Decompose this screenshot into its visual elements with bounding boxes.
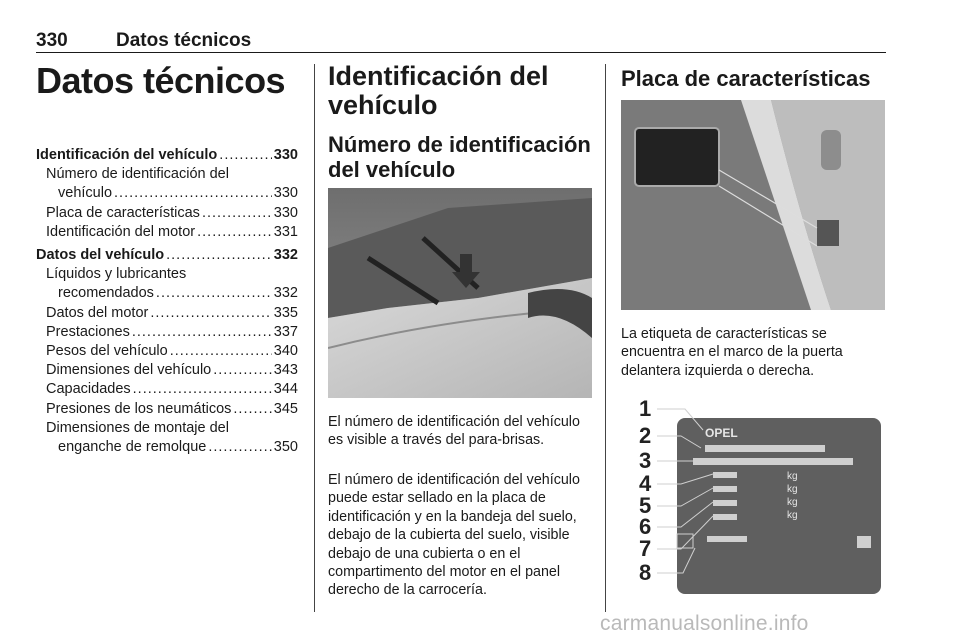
callout-2: 2 bbox=[639, 423, 652, 448]
toc-entry-weights[interactable]: Pesos del vehículo ..... 340 bbox=[36, 342, 298, 361]
toc-entry-fluids-line1[interactable]: Líquidos y lubricantes bbox=[46, 266, 187, 283]
toc-entry-vehicle-data[interactable]: Datos del vehículo ..... 332 bbox=[36, 246, 298, 265]
running-header bbox=[36, 30, 886, 52]
plate-diagram-svg bbox=[621, 388, 885, 600]
plate-brand-text: OPEL bbox=[705, 426, 738, 440]
column-divider-2 bbox=[605, 64, 606, 612]
unit-kg-1: kg bbox=[787, 471, 798, 482]
plate-zoom-inset bbox=[635, 128, 719, 186]
door-frame-plate-photo bbox=[621, 100, 885, 310]
toc-entry-towbar[interactable]: enganche de remolque ..... 350 bbox=[36, 438, 298, 457]
unit-kg-3: kg bbox=[787, 497, 798, 508]
header-rule bbox=[36, 52, 886, 53]
watermark: carmanualsonline.info bbox=[600, 612, 809, 635]
door-frame-illustration bbox=[621, 100, 885, 310]
callout-8: 8 bbox=[639, 560, 652, 585]
paragraph-plate-location: La etiqueta de características se encuentra en el marco de la puerta delantera izquierda o derecha. bbox=[621, 326, 843, 379]
paragraph-vin-visibility: El número de identificación del vehículo es visible a través del para-brisas. bbox=[328, 414, 580, 449]
toc-entry-vin[interactable]: vehículo ..... 330 bbox=[36, 184, 298, 203]
unit-kg-4: kg bbox=[787, 510, 798, 521]
callout-6: 6 bbox=[639, 514, 652, 539]
callout-4: 4 bbox=[639, 471, 652, 496]
toc-entry-tyre-pressures[interactable]: Presiones de los neumáticos ..... 345 bbox=[36, 400, 298, 419]
toc-entry-plate[interactable]: Placa de características ..... 330 bbox=[36, 204, 298, 223]
toc-entry-vin-line1[interactable]: Número de identificación del bbox=[46, 166, 229, 183]
unit-kg-2: kg bbox=[787, 484, 798, 495]
toc-entry-performance[interactable]: Prestaciones ..... 337 bbox=[36, 323, 298, 342]
toc-entry-engine-data[interactable]: Datos del motor ..... 335 bbox=[36, 304, 298, 323]
callout-7: 7 bbox=[639, 536, 652, 561]
subsection-heading-vin: Número de identificación del vehículo bbox=[328, 132, 591, 182]
paragraph-vin-locations: El número de identificación del vehículo puede estar sellado en la placa de identificación y en la bandeja del suelo, debajo de la cubierta del suelo, visible debajo de una cubierta o en el compartimento del motor en el panel derecho de la carrocería. bbox=[328, 472, 580, 599]
chapter-title: Datos técnicos bbox=[36, 60, 286, 101]
table-of-contents bbox=[36, 146, 298, 457]
toc-entry-vehicle-identification[interactable]: Identificación del vehículo ..... 330 bbox=[36, 146, 298, 165]
section-heading-vehicle-identification: Identificación del vehículo bbox=[328, 61, 549, 120]
callout-1: 1 bbox=[639, 396, 652, 421]
toc-entry-capacities[interactable]: Capacidades ..... 344 bbox=[36, 380, 298, 399]
callout-5: 5 bbox=[639, 493, 652, 518]
toc-entry-engine-identification[interactable]: Identificación del motor ..... 331 bbox=[36, 223, 298, 242]
toc-entry-dimensions[interactable]: Dimensiones del vehículo ..... 343 bbox=[36, 361, 298, 380]
windscreen-vin-photo bbox=[328, 188, 592, 398]
identification-plate-diagram bbox=[621, 388, 885, 600]
column-divider-1 bbox=[314, 64, 315, 612]
section-heading-plate: Placa de características bbox=[621, 66, 871, 91]
car-bonnet-illustration bbox=[328, 188, 592, 398]
callout-3: 3 bbox=[639, 448, 652, 473]
toc-entry-fluids[interactable]: recomendados ..... 332 bbox=[36, 284, 298, 303]
toc-entry-towbar-line1[interactable]: Dimensiones de montaje del bbox=[46, 419, 229, 436]
running-section-title: Datos técnicos bbox=[116, 30, 252, 51]
page-number: 330 bbox=[36, 30, 68, 51]
